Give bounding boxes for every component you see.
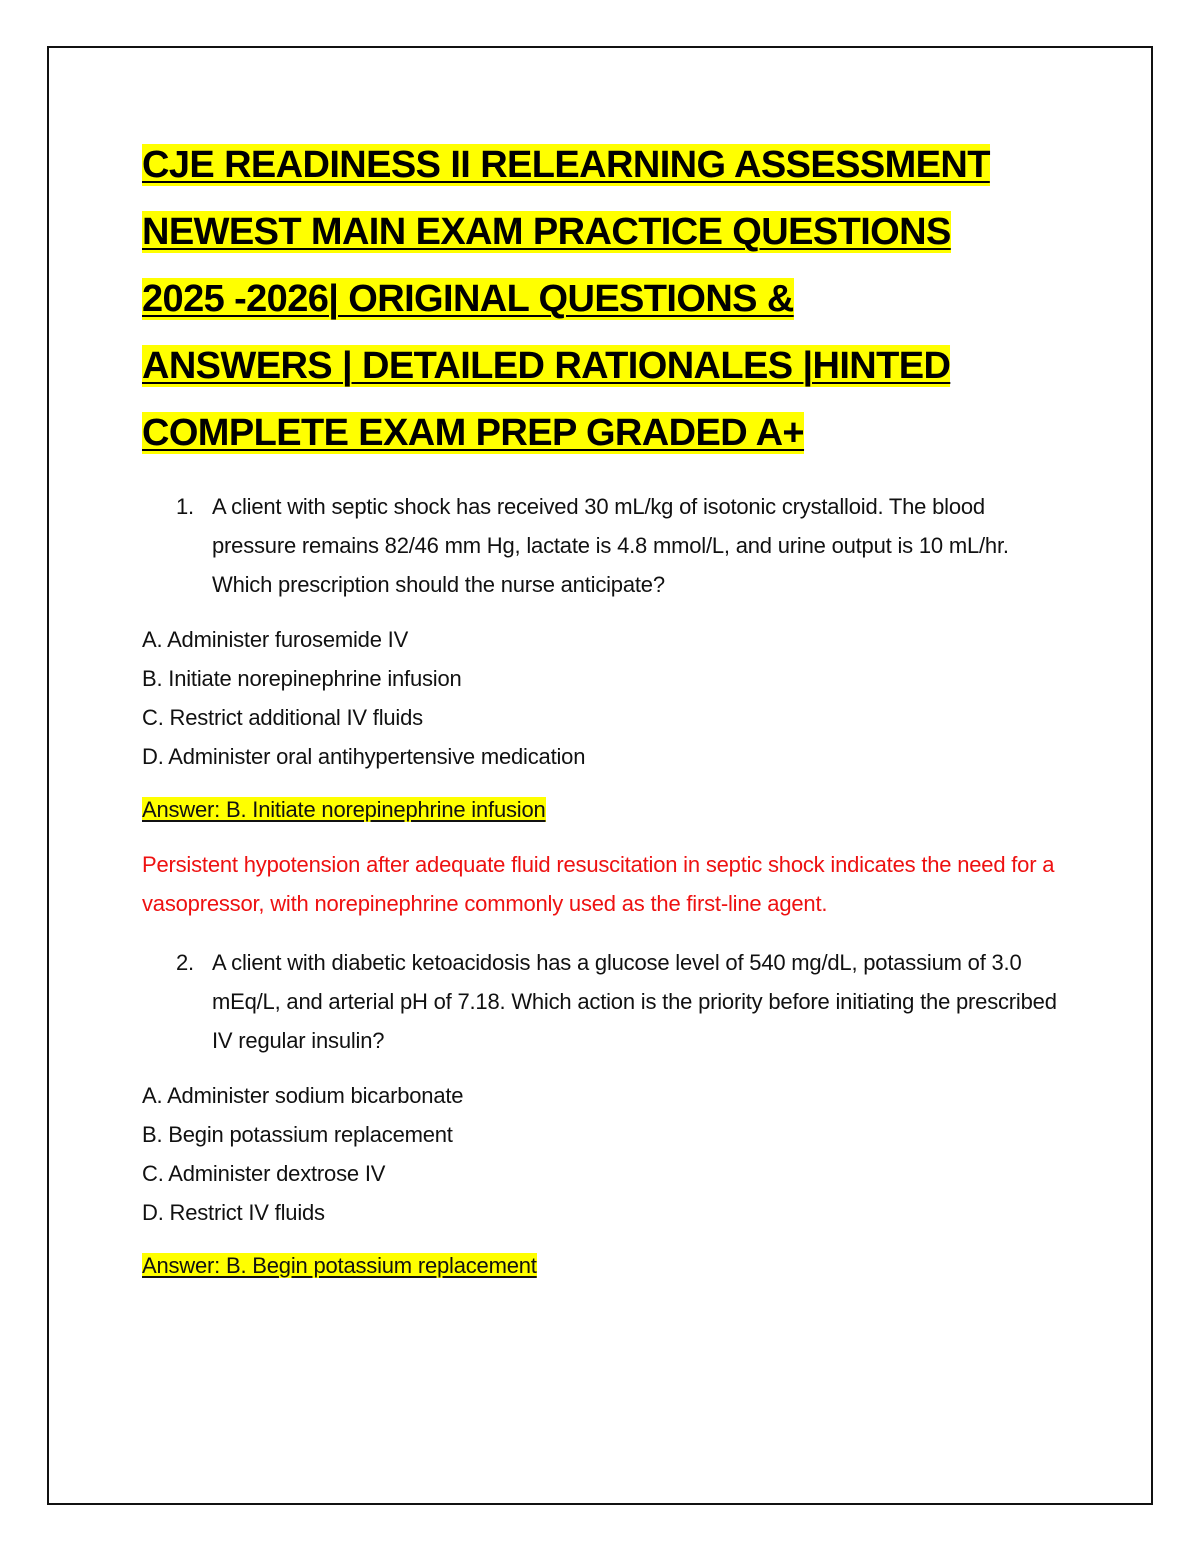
answer-text: Answer: B. Initiate norepinephrine infusion xyxy=(142,797,546,822)
rationale: Persistent hypotension after adequate fluid resuscitation in septic shock indicates the need for a vasopressor, with norepinephrine commonly used as the first-line agent. xyxy=(142,852,1055,916)
option-d: D. Administer oral antihypertensive medication xyxy=(142,744,586,769)
question-number: 2. xyxy=(176,950,194,975)
option-a: A. Administer furosemide IV xyxy=(142,627,409,652)
option-b: B. Initiate norepinephrine infusion xyxy=(142,666,462,691)
question-block-2 xyxy=(142,943,1062,1285)
title-line: COMPLETE EXAM PREP GRADED A+ xyxy=(142,412,805,454)
question-text: A client with septic shock has received 30 mL/kg of isotonic crystalloid. The blood pressure remains 82/46 mm Hg, lactate is 4.8 mmol/L, and urine output is 10 mL/hr. Which prescription should the nurse anticipate? xyxy=(212,494,1009,597)
title-line: 2025 -2026| ORIGINAL QUESTIONS & xyxy=(142,278,794,320)
title-line: NEWEST MAIN EXAM PRACTICE QUESTIONS xyxy=(142,211,951,253)
answer-line xyxy=(142,790,1062,829)
title-line: CJE READINESS II RELEARNING ASSESSMENT xyxy=(142,144,990,186)
question-number: 1. xyxy=(176,494,194,519)
option-a: A. Administer sodium bicarbonate xyxy=(142,1083,464,1108)
question-block-1 xyxy=(142,487,1062,923)
option-c: C. Restrict additional IV fluids xyxy=(142,705,423,730)
document-title xyxy=(142,132,1062,467)
answer-line xyxy=(142,1246,1062,1285)
answer-options xyxy=(142,620,1062,776)
option-d: D. Restrict IV fluids xyxy=(142,1200,325,1225)
title-line: ANSWERS | DETAILED RATIONALES |HINTED xyxy=(142,345,951,387)
answer-text: Answer: B. Begin potassium replacement xyxy=(142,1253,537,1278)
question-stem xyxy=(142,487,1062,604)
question-stem xyxy=(142,943,1062,1060)
question-text: A client with diabetic ketoacidosis has a glucose level of 540 mg/dL, potassium of 3.0 mEq/L, and arterial pH of 7.18. Which action is the priority before initiating the prescribed IV regular insulin? xyxy=(212,950,1057,1053)
answer-options xyxy=(142,1076,1062,1232)
option-c: C. Administer dextrose IV xyxy=(142,1161,386,1186)
document-body xyxy=(142,132,1062,1285)
option-b: B. Begin potassium replacement xyxy=(142,1122,453,1147)
